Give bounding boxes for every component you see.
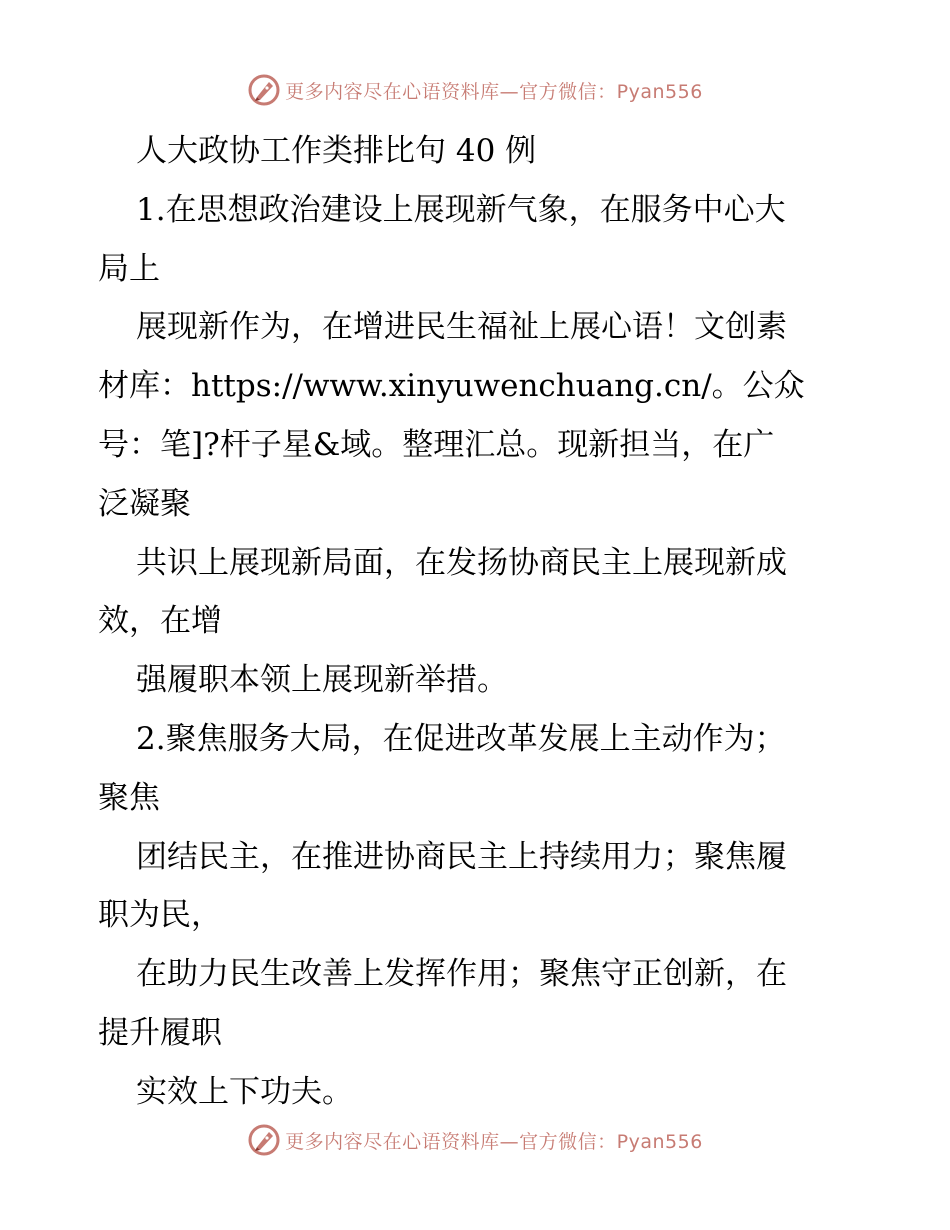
text-line: 2.聚焦服务大局，在促进改革发展上主动作为； (136, 720, 786, 757)
page-header-banner (0, 70, 950, 110)
text-line: 聚焦 (98, 779, 160, 816)
text-line: 展现新作为，在增进民生福祉上展心语！文创素 (136, 309, 787, 346)
text-line: 局上 (98, 250, 160, 287)
text-line: 在助力民生改善上发挥作用；聚焦守正创新，在 (136, 956, 787, 993)
text-line: 1.在思想政治建设上展现新气象，在服务中心大 (136, 191, 786, 228)
text-line: 职为民， (98, 897, 222, 934)
pen-nib-seal-icon (247, 1123, 281, 1157)
text-line: 团结民主，在推进协商民主上持续用力；聚焦履 (136, 838, 787, 875)
text-line: 实效上下功夫。 (136, 1073, 353, 1110)
text-line: 提升履职 (98, 1014, 222, 1051)
text-line: 共识上展现新局面，在发扬协商民主上展现新成 (136, 544, 787, 581)
text-line: 材库：https://www.xinyuwenchuang.cn/。公众 (98, 368, 805, 405)
pen-nib-seal-icon (247, 73, 281, 107)
document-body (98, 122, 858, 1122)
text-line: 号：笔]?杆子星&域。整理汇总。现新担当，在广 (98, 426, 775, 463)
document-title: 人大政协工作类排比句 40 例 (136, 133, 537, 169)
footer-text: 更多内容尽在心语资料库—官方微信：Pyan556 (285, 1130, 703, 1153)
text-line: 强履职本领上展现新举措。 (136, 662, 508, 699)
page-footer-banner (0, 1120, 950, 1160)
header-text: 更多内容尽在心语资料库—官方微信：Pyan556 (285, 80, 703, 103)
text-line: 泛凝聚 (98, 485, 191, 522)
text-line: 效，在增 (98, 603, 222, 640)
